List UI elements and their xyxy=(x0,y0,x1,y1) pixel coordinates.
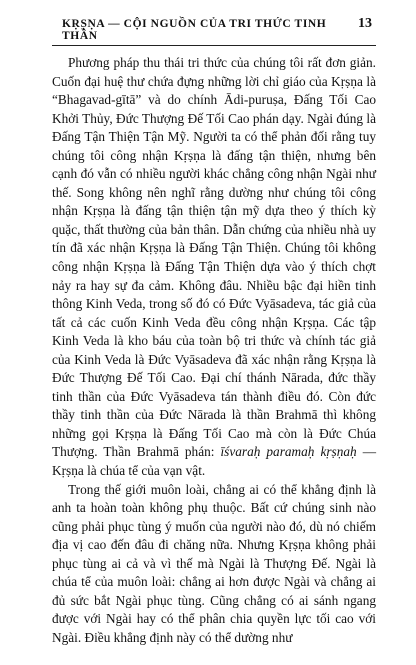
paragraph-1-after-quote: — Kṛṣṇa là chúa tể của vạn vật. xyxy=(52,444,376,479)
running-header xyxy=(52,16,376,45)
paragraph-1 xyxy=(52,54,376,481)
paragraph-2 xyxy=(52,481,376,648)
paragraph-2-text: Trong thế giới muôn loài, chẳng ai có thể khẳng định là anh ta hoàn toàn không phụ thuộc. Bất cứ chúng sinh nào cũng phải phục tùng ý muốn của người nào đó, dù nó chiếm địa vị cao đến đâu đi chăng nữa. Nhưng Kṛṣṇa không phải phục tùng ai cả và vì thế mà Ngài là Thượng Đế. Ngài là chúa tể của muôn loài: chẳng ai hơn được Ngài và chẳng ai đủ sức bắt Ngài phục tùng. Cũng chẳng có ai sánh ngang được với Ngài hay có thể phân chia quyền lực tối cao với Ngài. Điều khẳng định này có thể dường như xyxy=(52,481,376,645)
running-title: KṚṢṆA — CỘI NGUỒN CỦA TRI THỨC TINH THẦN xyxy=(62,18,327,42)
sanskrit-quote: īśvaraḥ paramaḥ kṛṣṇaḥ xyxy=(220,444,357,460)
body-text xyxy=(52,54,376,648)
page-number: 13 xyxy=(358,16,372,31)
paragraph-1-text: Phương pháp thu thái tri thức của chúng tôi rất đơn giản. Cuốn đại huệ thư chứa đựng những lời chỉ giáo của Kṛṣṇa là “Bhagavad-gītā” và do chính Ādi-puruṣa, Đấng Tối Cao Khởi Thủy, Đức Thượng Đế Tối Cao phán dạy. Ngài đúng là Đấng Tận Thiện Tận Mỹ. Người ta có thể phản đối rằng tuy chúng tôi công nhận Kṛṣṇa là đấng tận thiện, nhưng bên cạnh đó vẫn có nhiều người khác chẳng công nhận Ngài như thế. Song không nên nghĩ rằng dường như chúng tôi công nhận Kṛṣṇa là đấng tận thiện tận mỹ dựa theo ý thích kỳ quặc, thất thường của bản thân. Dẫn chứng của nhiều nhà uy tín đã xác nhận Kṛṣṇa là Đấng Tận Thiện. Chúng tôi không công nhận Kṛṣṇa là Đấng Tận Thiện dựa vào ý thích chợt nảy ra hay sự đa cảm. Không đâu. Nhiều bậc đại hiền tinh thông Kinh Veda, trong số đó có Đức Vyāsadeva, tác giả của tất cả các cuốn Kinh Veda đều công nhận Kṛṣṇa. Các tập Kinh Veda là kho báu của toàn bộ tri thức và chính tác giả của Kinh Veda là Đức Vyāsadeva đã xác nhận rằng Kṛṣṇa là Đức Thượng Đế Tối Cao. Đại chí thánh Nārada, đức thầy tinh thần của Đức Vyāsadeva tán thành điều đó. Còn đức thầy tinh thần của Đức Nārada là thần Brahmā thì không những gọi Kṛṣṇa là Đấng Tối Cao mà còn là Đức Chúa Thượng. Thần Brahmā phán: xyxy=(52,55,376,460)
header-rule xyxy=(52,45,376,46)
